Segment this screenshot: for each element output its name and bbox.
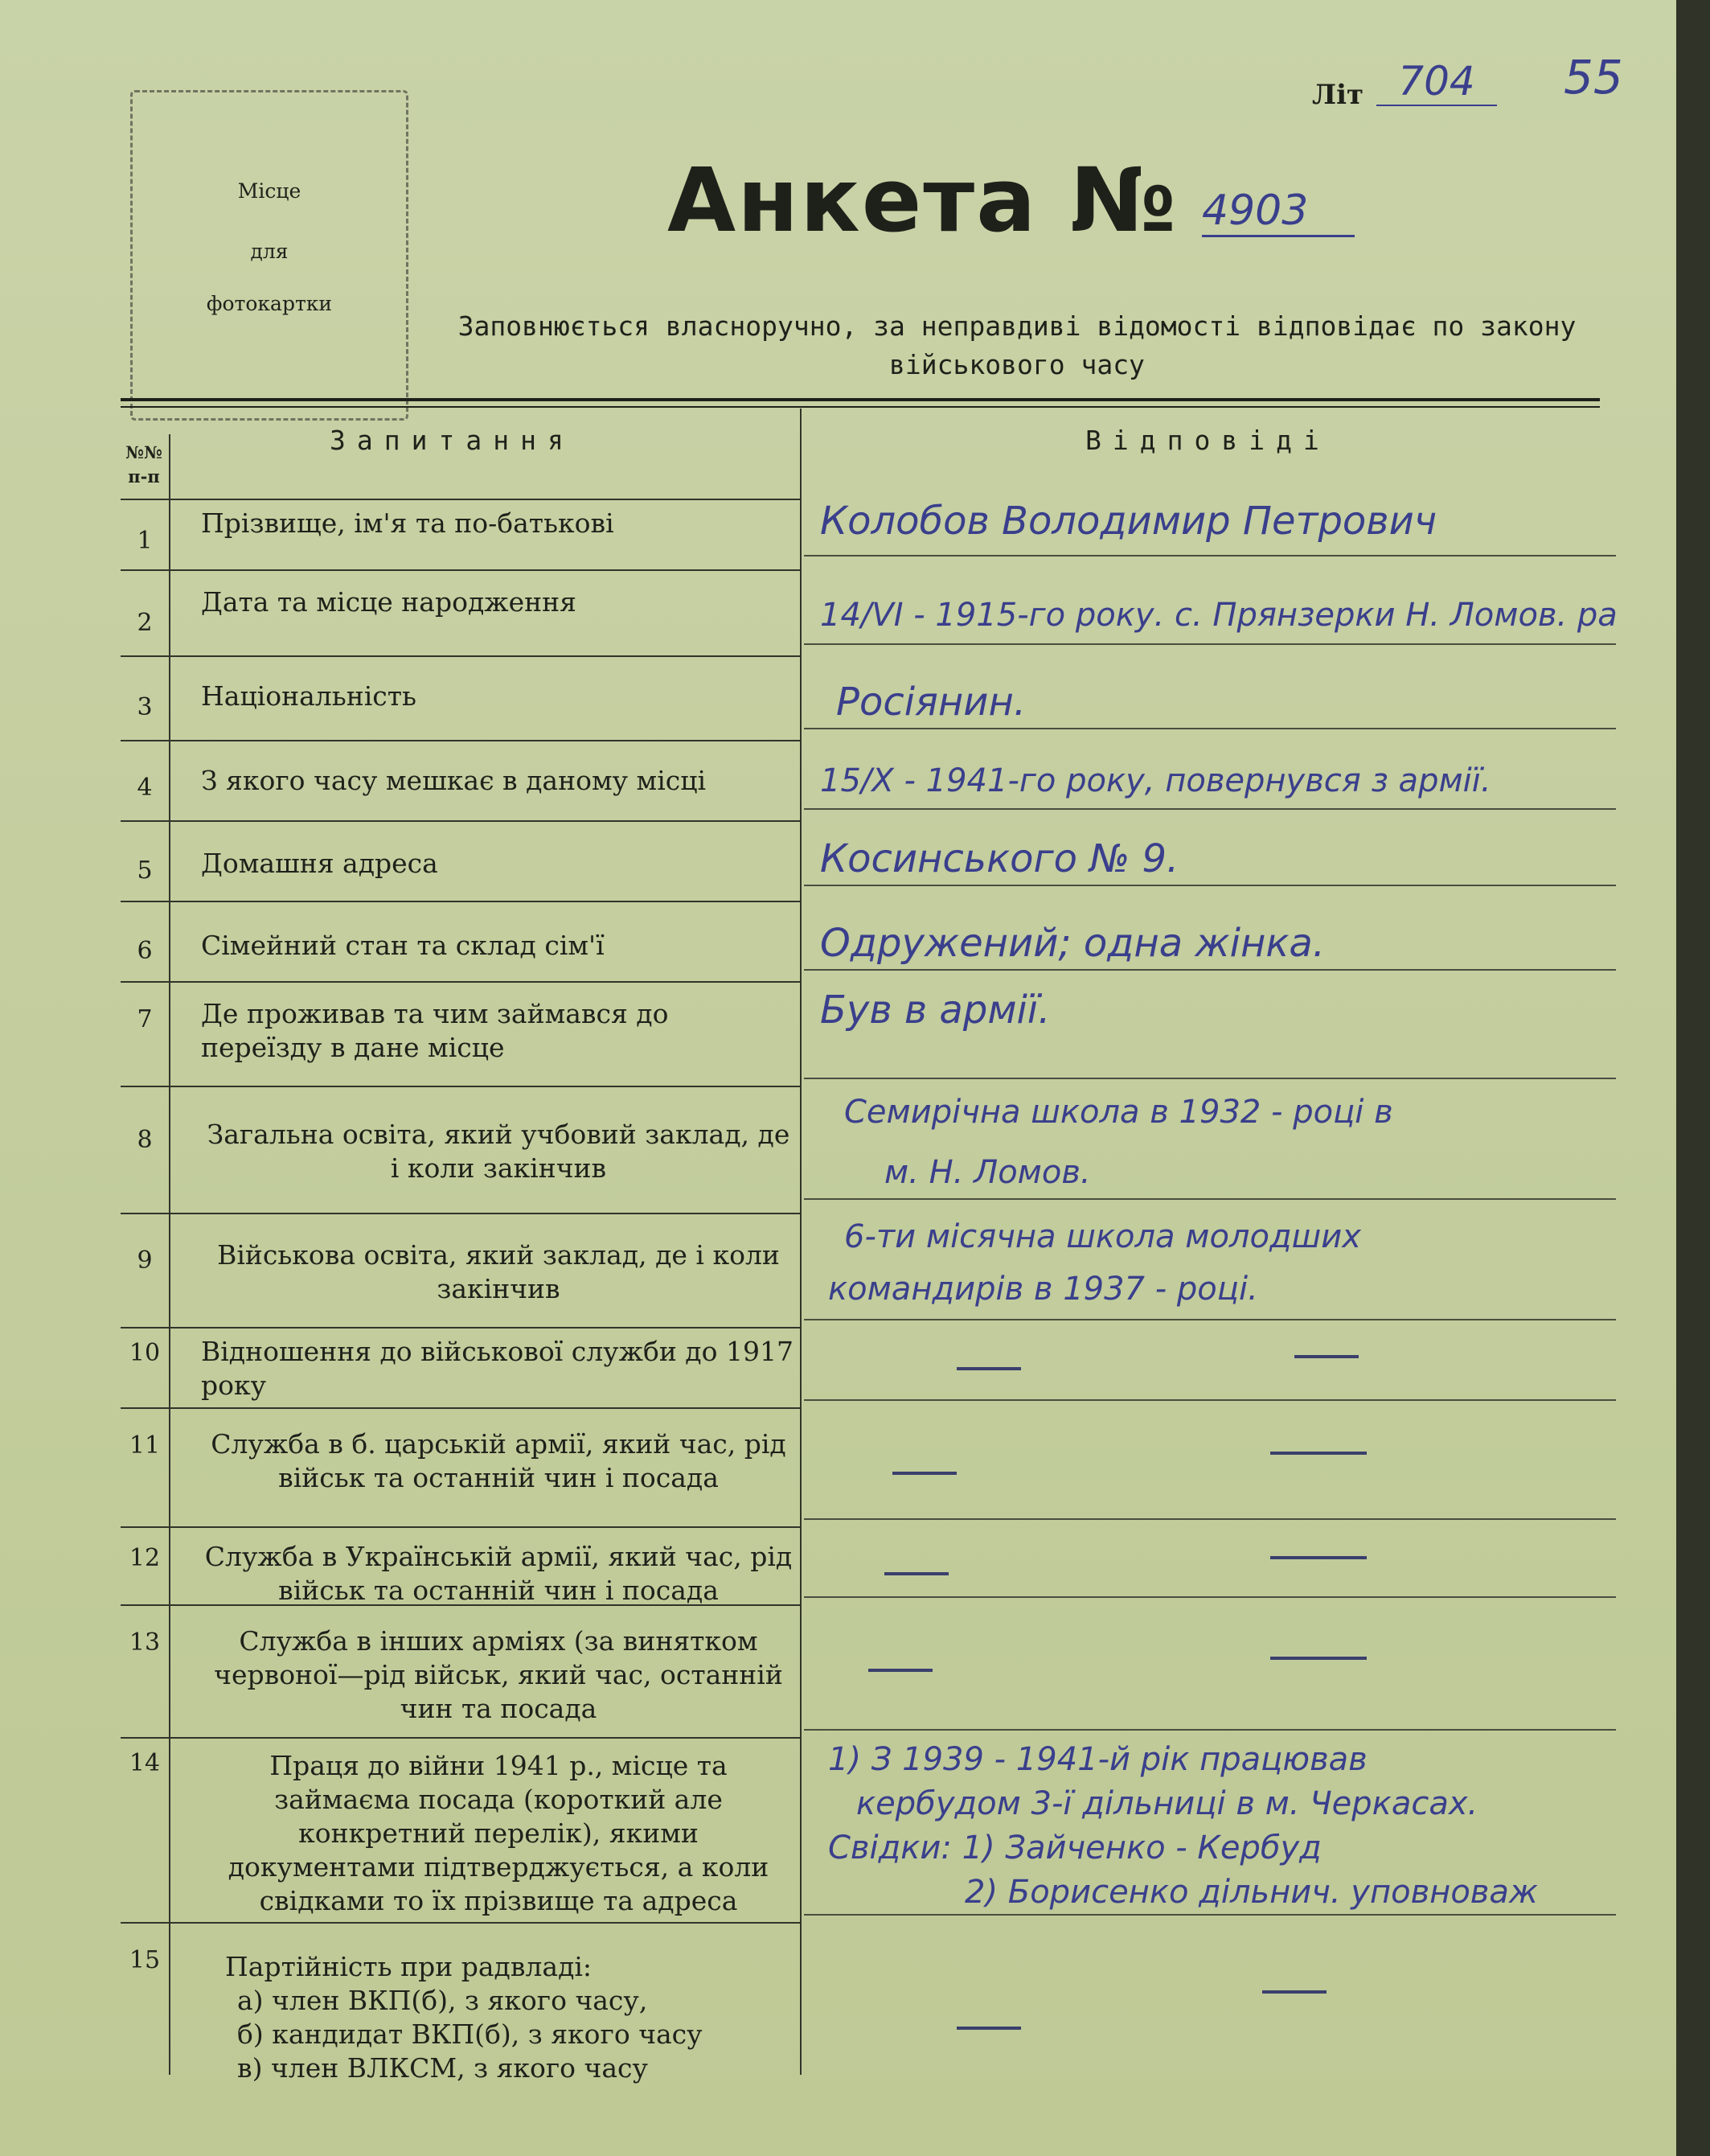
answer-line bbox=[804, 1914, 1616, 1916]
empty-answer-dash bbox=[1262, 1990, 1327, 1994]
answer-text: Росіянин. bbox=[836, 680, 1027, 725]
empty-answer-dash bbox=[1270, 1556, 1367, 1559]
row-divider bbox=[121, 1922, 800, 1924]
col-number-header-line-1: №№ bbox=[125, 442, 162, 462]
lit-label: Літ bbox=[1312, 79, 1364, 111]
row-number: 5 bbox=[137, 856, 153, 885]
row-divider bbox=[121, 655, 800, 657]
col-answer-header: Відповіді bbox=[1085, 425, 1331, 456]
question-subitem: б) кандидат ВКП(б), з якого часу bbox=[237, 2018, 703, 2050]
col-number-header-line-2: п-п bbox=[128, 466, 160, 487]
answer-line bbox=[804, 808, 1616, 810]
empty-answer-dash bbox=[892, 1472, 957, 1475]
question-text: Відношення до військової служби до 1917 року bbox=[201, 1336, 793, 1401]
row-divider bbox=[121, 1526, 800, 1528]
question-text: Де проживав та чим займався до переїзду в дане місце bbox=[201, 998, 669, 1063]
question-text: Військова освіта, який заклад, де і коли закінчив bbox=[217, 1239, 780, 1304]
question-subitem: в) член ВЛКСМ, з якого часу bbox=[237, 2052, 648, 2084]
row-number: 2 bbox=[137, 609, 153, 637]
answer-text-line-2: командирів в 1937 - році. bbox=[828, 1271, 1258, 1308]
empty-answer-dash bbox=[1270, 1452, 1367, 1455]
row-number: 8 bbox=[137, 1126, 153, 1154]
question-text: Загальна освіта, який учбовий заклад, де і коли закінчив bbox=[207, 1119, 790, 1184]
question-text: Національність bbox=[201, 680, 416, 712]
row-divider bbox=[121, 740, 800, 741]
answer-text-line-4: 2) Борисенко дільнич. уповноваж bbox=[965, 1874, 1538, 1911]
row-divider bbox=[121, 1086, 800, 1087]
row-number: 9 bbox=[137, 1246, 153, 1275]
answer-line bbox=[804, 969, 1616, 971]
empty-answer-dash bbox=[957, 1367, 1021, 1370]
answer-text: Був в армії. bbox=[820, 988, 1051, 1033]
row-number: 12 bbox=[129, 1544, 161, 1572]
answer-line bbox=[804, 1729, 1616, 1731]
answer-line bbox=[804, 1319, 1616, 1320]
photo-label-line-2: для bbox=[250, 240, 289, 263]
answer-line bbox=[804, 1078, 1616, 1079]
col-divider-1 bbox=[169, 434, 170, 2075]
col-divider-2 bbox=[800, 409, 802, 2075]
answer-line bbox=[804, 1399, 1616, 1401]
question-text: Служба в інших арміях (за винятком червоної—рід військ, який час, останній чин та посада bbox=[214, 1625, 783, 1724]
row-divider bbox=[121, 901, 800, 902]
row-number: 7 bbox=[137, 1005, 153, 1033]
question-text: Праця до війни 1941 р., місце та займаєма посада (короткий але конкретний перелік), якими документами підтверджується, а коли свідками то їх прізвище та адреса bbox=[228, 1750, 769, 1916]
answer-text-line-1: 1) З 1939 - 1941-й рік працював bbox=[828, 1741, 1368, 1778]
top-rule-thick bbox=[121, 398, 1600, 401]
question-text: Служба в б. царській армії, який час, рід військ та останній чин і посада bbox=[211, 1428, 786, 1493]
empty-answer-dash bbox=[1270, 1657, 1367, 1660]
form-number: 4903 bbox=[1202, 187, 1355, 237]
answer-line bbox=[804, 728, 1616, 729]
row-divider bbox=[121, 499, 800, 500]
row-number: 6 bbox=[137, 937, 153, 965]
answer-text: 14/VI - 1915-го року. с. Прянзерки Н. Ломов. ра bbox=[820, 597, 1618, 634]
answer-line bbox=[804, 1518, 1616, 1520]
photo-placeholder bbox=[130, 90, 408, 421]
answer-text-line-3: Свідки: 1) Зайченко - Кербуд bbox=[828, 1830, 1322, 1866]
form-title: Анкета № bbox=[667, 149, 1179, 252]
empty-answer-dash bbox=[868, 1669, 933, 1672]
row-divider bbox=[121, 569, 800, 571]
question-text: Дата та місце народження bbox=[201, 586, 576, 618]
answer-text: Косинського № 9. bbox=[820, 836, 1179, 881]
question-text: Служба в Українській армії, який час, рід військ та останній чин і посада bbox=[204, 1541, 793, 1606]
form-subtitle bbox=[426, 307, 1608, 384]
subtitle-line-2: військового часу bbox=[889, 349, 1145, 380]
answer-text: Колобов Володимир Петрович bbox=[820, 499, 1437, 544]
row-number: 11 bbox=[129, 1431, 161, 1460]
answer-text-line-2: кербудом 3-ї дільниці в м. Черкасах. bbox=[856, 1785, 1478, 1822]
answer-text-line-2: м. Н. Ломов. bbox=[884, 1154, 1091, 1191]
answer-line bbox=[804, 1596, 1616, 1598]
row-number: 13 bbox=[129, 1628, 161, 1657]
row-number: 3 bbox=[137, 693, 153, 721]
row-number: 4 bbox=[137, 774, 153, 802]
row-divider bbox=[121, 1213, 800, 1214]
row-number: 1 bbox=[137, 527, 153, 555]
row-divider bbox=[121, 1327, 800, 1329]
row-number: 10 bbox=[129, 1339, 161, 1367]
question-text: Сімейний стан та склад сім'ї bbox=[201, 930, 605, 961]
row-number: 15 bbox=[129, 1946, 161, 1974]
subtitle-line-1: Заповнюється власноручно, за неправдиві відомості відповідає по закону bbox=[457, 310, 1577, 342]
row-number: 14 bbox=[129, 1749, 161, 1777]
row-divider bbox=[121, 981, 800, 983]
photo-label-line-3: фотокартки bbox=[206, 292, 333, 315]
page-edge-shadow bbox=[1676, 0, 1710, 2156]
question-text: Домашня адреса bbox=[201, 848, 438, 879]
empty-answer-dash bbox=[884, 1572, 949, 1575]
empty-answer-dash bbox=[957, 2027, 1021, 2030]
answer-line bbox=[804, 1198, 1616, 1200]
top-rule-thin bbox=[121, 406, 1600, 408]
col-number-header bbox=[119, 441, 169, 489]
lit-number: 704 bbox=[1376, 58, 1497, 106]
answer-line bbox=[804, 643, 1616, 645]
answer-text-line-1: 6-ти місячна школа молодших bbox=[844, 1218, 1361, 1255]
answer-text: 15/X - 1941-го року, повернувся з армії. bbox=[820, 762, 1491, 799]
answer-line bbox=[804, 885, 1616, 886]
question-subitem: а) член ВКП(б), з якого часу, bbox=[237, 1985, 648, 2016]
empty-answer-dash bbox=[1294, 1355, 1359, 1358]
answer-text-line-1: Семирічна школа в 1932 - році в bbox=[844, 1094, 1393, 1131]
answer-line bbox=[804, 555, 1616, 556]
question-text: Прізвище, ім'я та по-батькові bbox=[201, 507, 614, 539]
page-number: 55 bbox=[1564, 50, 1623, 105]
answer-text: Одружений; одна жінка. bbox=[820, 921, 1326, 966]
row-divider bbox=[121, 1407, 800, 1409]
row-divider bbox=[121, 820, 800, 822]
question-text: З якого часу мешкає в даному місці bbox=[201, 765, 707, 796]
row-divider bbox=[121, 1737, 800, 1739]
photo-label-line-1: Місце bbox=[237, 179, 301, 203]
col-question-header: Запитання bbox=[330, 425, 575, 456]
question-text: Партійність при радвладі: bbox=[225, 1951, 593, 1982]
